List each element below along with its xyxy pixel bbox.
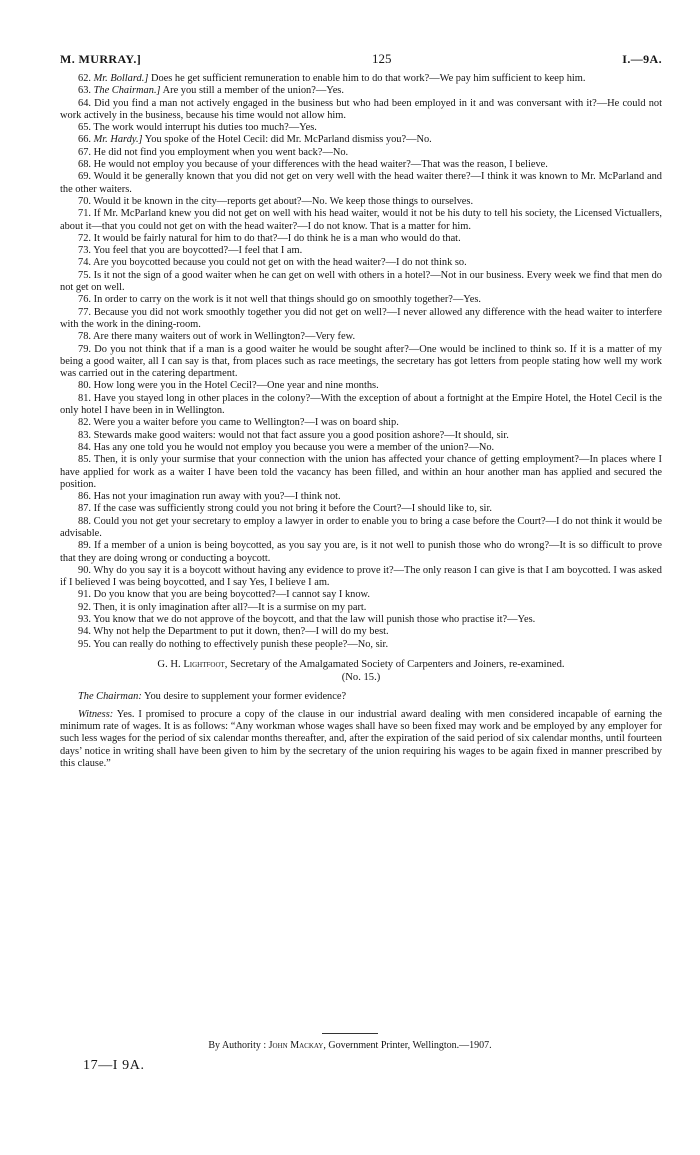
- question-paragraph: [60, 73, 662, 85]
- question-paragraph: [60, 245, 662, 257]
- question-paragraph: [60, 393, 662, 418]
- question-number: 73.: [78, 245, 91, 257]
- question-text: Are you still a member of the union?—Yes.: [160, 85, 344, 97]
- question-paragraph: [60, 417, 662, 429]
- question-number: 69.: [78, 171, 91, 183]
- question-text: Is it not the sign of a good waiter when he can get on well with others in a hotel?—Not in our business. Every week we find that men do not get on well.: [60, 269, 662, 294]
- question-paragraph: [60, 454, 662, 491]
- question-text: Because you did not work smoothly together you did not get on well?—I never allowed any difference with the head waiter to interfere with the work in the dining-room.: [60, 306, 662, 330]
- question-text: Do you not think that if a man is a good waiter he would be sought after?—One would be inclined to think so. If it is a matter of my being a good waiter, all I can say is that, from places such as race meetings, the secretary has got letters from people stating how well my work was carried out in the catering department.: [60, 343, 662, 380]
- evidence-text: Yes. I promised to procure a copy of the clause in our industrial award dealing with men considered incapable of earning the minimum rate of wages. It is as follows: “Any workman whose wages shall have so been fixed may work and be employed by any employer for such less wages for the period of six calendar months thereafter, and, after the expiration of the said period of six calendar months, until fourteen days’ notice in writing shall have been given to him by the secretary of the union requiring his wages to be again fixed in manner prescribed by this clause.”: [60, 708, 662, 770]
- question-paragraph: [60, 122, 662, 134]
- question-text: Would it be generally known that you did not get on very well with the head waiter there?—I think it was known to Mr. McParland and the other waiters.: [60, 171, 662, 195]
- question-paragraph: [60, 626, 662, 638]
- question-number: 66.: [78, 134, 91, 146]
- question-number: 89.: [78, 540, 91, 552]
- question-paragraph: [60, 270, 662, 295]
- question-number: 93.: [78, 614, 91, 626]
- question-paragraph: [60, 565, 662, 590]
- question-text: Are there many waiters out of work in Wellington?—Very few.: [93, 331, 356, 343]
- document-reference: I.—9A.: [622, 52, 662, 66]
- speaker-name: The Chairman:: [78, 690, 142, 702]
- question-text: Stewards make good waiters: would not that fact assure you a good position ashore?—It should, sir.: [93, 429, 509, 441]
- question-paragraph: [60, 257, 662, 269]
- question-text: Are you boycotted because you could not get on with the head waiter?—I do not think so.: [93, 257, 467, 269]
- question-number: 75.: [78, 269, 91, 281]
- question-text: How long were you in the Hotel Cecil?—One year and nine months.: [93, 380, 379, 392]
- question-paragraph: [60, 639, 662, 651]
- question-number: 83.: [78, 429, 91, 441]
- question-text: If Mr. McParland knew you did not get on well with his head waiter, would it not be his duty to tell his society, the Licensed Victuallers, about it—that you could not get on with the head waiter?—I do not know. That is a matter for him.: [60, 208, 662, 232]
- question-number: 88.: [78, 515, 91, 527]
- footer-suffix: , Government Printer, Wellington.—1907.: [323, 1040, 492, 1051]
- question-number: 84.: [78, 441, 91, 453]
- question-number: 86.: [78, 491, 91, 503]
- question-paragraph: [60, 516, 662, 541]
- question-text: He would not employ you because of your differences with the head waiter?—That was the reason, I believe.: [93, 159, 548, 171]
- question-text: Have you stayed long in other places in the colony?—With the exception of about a fortnight at the Empire Hotel, the Hotel Cecil is the only hotel I have been in in Wellington.: [60, 392, 662, 417]
- question-text: The work would interrupt his duties too much?—Yes.: [93, 122, 317, 134]
- question-text: Then, it is only your surmise that your connection with the union has affected your chance of getting employment?—In places where I have applied for work as a waiter I have been told the vacancy has been filled, and within an hour another man has applied and secured the position.: [60, 454, 662, 490]
- question-paragraph: [60, 134, 662, 146]
- question-text: You feel that you are boycotted?—I feel that I am.: [93, 245, 303, 257]
- page-number: 125: [371, 51, 392, 66]
- sheet-signature: 17—I 9A.: [83, 1058, 145, 1073]
- question-number: 90.: [78, 564, 91, 576]
- question-paragraph: [60, 147, 662, 159]
- question-paragraph: [60, 98, 662, 123]
- footer-prefix: By Authority :: [208, 1040, 269, 1051]
- speaker-name: Mr. Bollard.]: [93, 73, 149, 84]
- continuation-list: [60, 691, 662, 771]
- question-number: 63.: [78, 85, 91, 97]
- question-number: 80.: [78, 380, 91, 392]
- question-text: Has any one told you he would not employ you because you were a member of the union?—No.: [93, 441, 495, 453]
- question-text: If a member of a union is being boycotted, as you say you are, is it not well to punish those who do wrong?—It is so difficult to prove that they are doing wrong or conducting a boycott.: [60, 540, 662, 564]
- question-paragraph: [60, 159, 662, 171]
- speaker-name: Witness:: [78, 708, 114, 720]
- question-text: Could you not get your secretary to employ a lawyer in order to enable you to bring a case before the Court?—I do not think it would be advisable.: [60, 515, 662, 539]
- question-paragraph: [60, 171, 662, 196]
- question-text: If the case was sufficiently strong could you not bring it before the Court?—I should like to, sir.: [93, 503, 492, 515]
- question-paragraph: [60, 331, 662, 343]
- question-text: Do you know that you are being boycotted?—I cannot say I know.: [93, 589, 370, 601]
- question-text: You spoke of the Hotel Cecil: did Mr. McParland dismiss you?—No.: [142, 134, 432, 146]
- question-number: 74.: [78, 257, 91, 269]
- question-paragraph: [60, 344, 662, 381]
- question-number: 94.: [78, 626, 91, 638]
- question-paragraph: [60, 614, 662, 626]
- question-paragraph: [60, 503, 662, 515]
- question-paragraph: [60, 602, 662, 614]
- witness-name: G. H. Lightfoot: [157, 658, 225, 670]
- question-text: Why not help the Department to put it down, then?—I will do my best.: [93, 626, 389, 638]
- witness-heading: [60, 659, 662, 685]
- evidence-text: You desire to supplement your former evidence?: [141, 690, 347, 702]
- question-number: 77.: [78, 306, 91, 318]
- question-number: 76.: [78, 294, 91, 306]
- question-paragraph: [60, 380, 662, 392]
- question-number: 65.: [78, 122, 91, 134]
- question-text: Then, it is only imagination after all?—It is a surmise on my part.: [93, 601, 367, 613]
- question-text: He did not find you employment when you went back?—No.: [93, 146, 349, 158]
- question-paragraph: [60, 589, 662, 601]
- question-number: 72.: [78, 232, 91, 244]
- question-number: 64.: [78, 97, 91, 109]
- question-number: 62.: [78, 73, 91, 84]
- question-text: Did you find a man not actively engaged in the business but who had been employed in it and was conversant with it?—He could not work actively in the business, because his time would not allow him.: [60, 97, 662, 121]
- question-number: 68.: [78, 159, 91, 171]
- question-paragraph: [60, 307, 662, 332]
- question-number: 95.: [78, 638, 91, 650]
- question-number: 67.: [78, 146, 91, 158]
- question-text: Why do you say it is a boycott without having any evidence to prove it?—The only reason I can give is that I am boycotted. I was asked if I believed I was being boycotted, and I say Yes, I believe I am.: [60, 564, 662, 589]
- question-text: You can really do nothing to effectively punish these people?—No, sir.: [93, 638, 389, 650]
- speaker-name: The Chairman.]: [93, 85, 161, 97]
- question-text: You know that we do not approve of the boycott, and that the law will punish those who practise it?—Yes.: [93, 614, 536, 626]
- question-paragraph: [60, 540, 662, 565]
- evidence-paragraph: [60, 691, 662, 703]
- question-paragraph: [60, 85, 662, 97]
- speaker-name: Mr. Hardy.]: [93, 134, 143, 146]
- witness-description: , Secretary of the Amalgamated Society of Carpenters and Joiners, re-examined.: [224, 658, 565, 670]
- question-number: 79.: [78, 343, 91, 355]
- question-text: Has not your imagination run away with you?—I think not.: [93, 491, 341, 503]
- header-witness-name: M. MURRAY.]: [60, 52, 142, 66]
- footer-rule: [322, 1033, 378, 1034]
- question-list: [60, 73, 662, 651]
- footer-printer-name: John Mackay: [268, 1040, 324, 1051]
- question-paragraph: [60, 208, 662, 233]
- question-paragraph: [60, 491, 662, 503]
- question-paragraph: [60, 233, 662, 245]
- question-paragraph: [60, 294, 662, 306]
- question-text: Would it be known in the city—reports get about?—No. We keep those things to ourselves.: [93, 195, 474, 207]
- question-number: 70.: [78, 195, 91, 207]
- question-paragraph: [60, 430, 662, 442]
- question-number: 87.: [78, 503, 91, 515]
- printer-footer: [0, 1033, 700, 1052]
- question-number: 91.: [78, 589, 91, 601]
- question-number: 82.: [78, 417, 91, 429]
- witness-number: (No. 15.): [341, 671, 381, 683]
- page-header: [60, 52, 662, 66]
- question-text: Does he get sufficient remuneration to enable him to do that work?—We pay him sufficient to keep him.: [148, 73, 586, 84]
- question-text: It would be fairly natural for him to do that?—I do think he is a man who would do that.: [93, 232, 461, 244]
- question-number: 85.: [78, 454, 91, 466]
- question-number: 81.: [78, 392, 91, 404]
- question-text: In order to carry on the work is it not well that things should go on smoothly together?—Yes.: [93, 294, 481, 306]
- question-number: 71.: [78, 208, 91, 220]
- question-paragraph: [60, 442, 662, 454]
- question-text: Were you a waiter before you came to Wellington?—I was on board ship.: [93, 417, 399, 429]
- evidence-paragraph: [60, 709, 662, 770]
- question-number: 92.: [78, 601, 91, 613]
- question-paragraph: [60, 196, 662, 208]
- question-number: 78.: [78, 331, 91, 343]
